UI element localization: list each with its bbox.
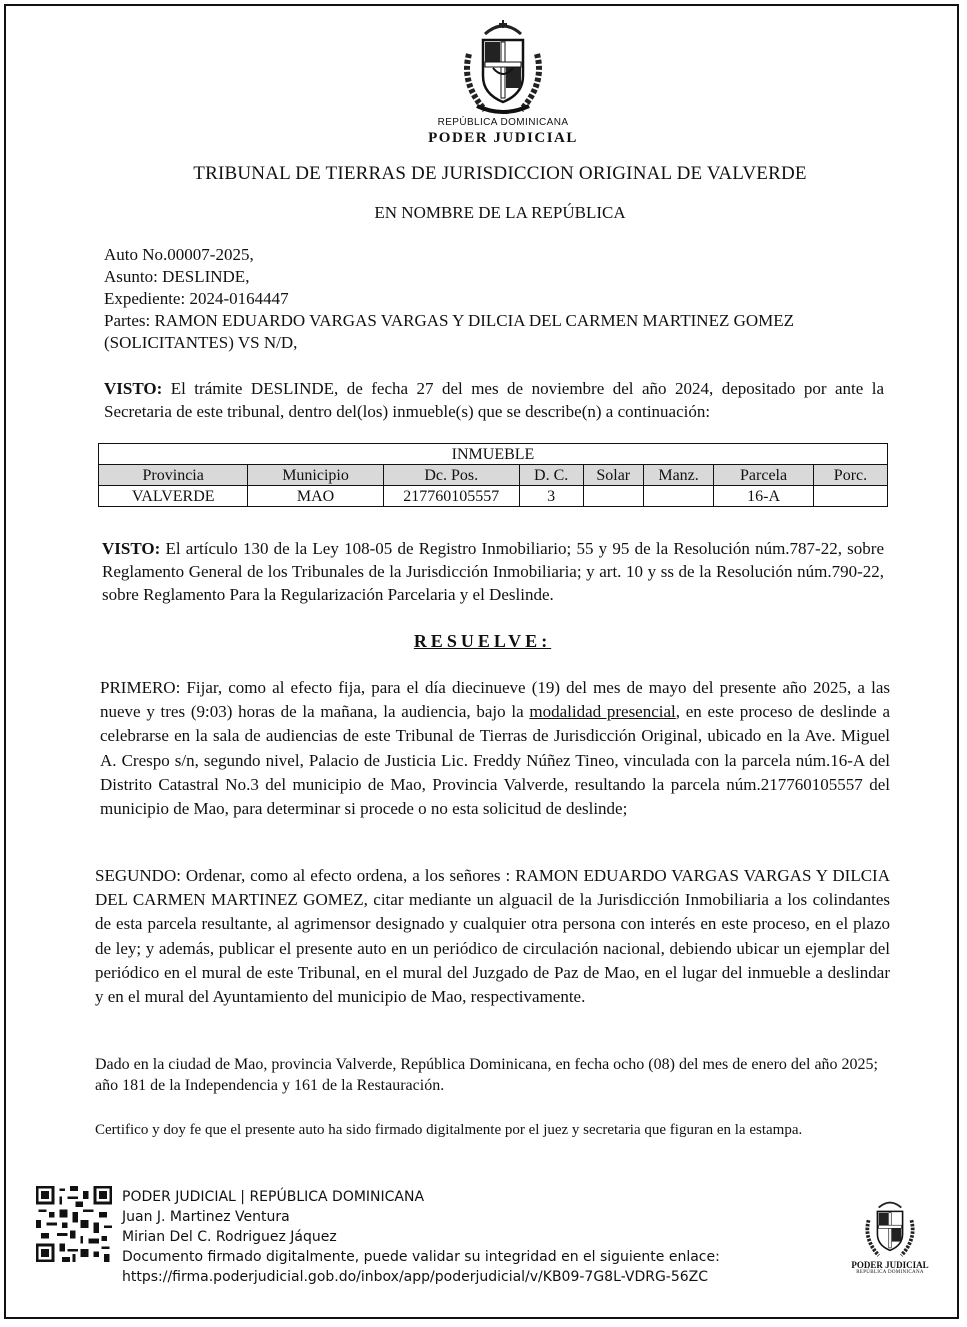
table-header: Solar (583, 465, 643, 486)
table-header: Parcela (714, 465, 814, 486)
visto-text: El trámite DESLINDE, de fecha 27 del mes de noviembre del año 2024, depositado por ante la Secretaria de este tribunal, dentro del(los) inmueble(s) que se describe(n) a continuación: (104, 379, 884, 421)
primero-text-start: PRIMERO: Fijar, como al efecto fija, para el día diecinueve (19) del mes de mayo del presente año 2025, a las nueve y tres (9:03) horas de la mañana, la audiencia, bajo la (100, 678, 890, 722)
table-title: INMUEBLE (99, 444, 888, 465)
visto-label: VISTO: (104, 379, 163, 398)
table-cell: 16-A (714, 486, 814, 507)
property-table (98, 443, 888, 507)
primero-text-end: , en este proceso de deslinde a celebrarse en la sala de audiencias de este Tribunal de Tierras de Jurisdicción Original, ubicado en la Ave. Miguel A. Crespo s/n, segundo nivel, Palacio de Justicia Lic. Freddy Núñez Tineo, vinculada con la parcela núm.16-A del Distrito Catastral No.3 del municipio de Mao, Provincia Valverde, resultando la parcela núm.217760105557 del municipio de Mao, para determinar si procede o no esta solicitud de deslinde; (100, 702, 890, 819)
table-cell: MAO (248, 486, 383, 507)
table-cell: 217760105557 (383, 486, 519, 507)
table-header: Porc. (813, 465, 887, 486)
table-cell (643, 486, 713, 507)
visto-paragraph-2 (102, 537, 884, 606)
certifico-paragraph: Certifico y doy fe que el presente auto ha sido firmado digitalmente por el juez y secretaria que figuran en la estampa. (95, 1122, 803, 1138)
partes: Partes: RAMON EDUARDO VARGAS VARGAS Y DILCIA DEL CARMEN MARTINEZ GOMEZ (SOLICITANTES) VS N/D, (104, 311, 795, 352)
table-cell (583, 486, 643, 507)
case-info (104, 244, 904, 354)
table-cell: 3 (519, 486, 583, 507)
signer-secretary: Mirian Del C. Rodriguez Jáquez (122, 1229, 337, 1245)
footer-logo-sub: REPÚBLICA DOMINICANA (856, 1270, 924, 1275)
table-header-row (99, 465, 888, 486)
primero-paragraph (100, 676, 890, 821)
table-cell: VALVERDE (99, 486, 248, 507)
expediente: Expediente: 2024-0164447 (104, 289, 289, 308)
footer-coat-of-arms-icon (858, 1195, 922, 1263)
modalidad-underlined: modalidad presencial (529, 702, 676, 722)
verification-link[interactable]: https://firma.poderjudicial.gob.do/inbox/app/poderjudicial/v/KB09-7G8L-VDRG-56ZC (122, 1269, 709, 1285)
qr-code-icon (36, 1186, 112, 1262)
table-header: Manz. (643, 465, 713, 486)
dado-paragraph: Dado en la ciudad de Mao, provincia Valverde, República Dominicana, en fecha ocho (08) del mes de enero del año 2025; año 181 de la Independencia y 161 de la Restauración. (95, 1056, 878, 1094)
table-header: Municipio (248, 465, 383, 486)
table-header: Dc. Pos. (383, 465, 519, 486)
table-cell (813, 486, 887, 507)
signature-notice: Documento firmado digitalmente, puede validar su integridad en el siguiente enlace: (122, 1249, 720, 1265)
republic-label: REPÚBLICA DOMINICANA (437, 117, 569, 128)
in-name-heading: EN NOMBRE DE LA REPÚBLICA (374, 203, 626, 222)
signer-judge: Juan J. Martinez Ventura (122, 1209, 290, 1225)
coat-of-arms-icon (455, 14, 551, 122)
resuelve-heading: RESUELVE: (413, 631, 552, 651)
signature-header: PODER JUDICIAL | REPÚBLICA DOMINICANA (122, 1189, 425, 1205)
judicial-label: PODER JUDICIAL (428, 130, 578, 146)
footer-logo-name: PODER JUDICIAL (851, 1260, 929, 1270)
auto-number: Auto No.00007-2025, (104, 245, 254, 264)
asunto: Asunto: DESLINDE, (104, 267, 250, 286)
table-header: Provincia (99, 465, 248, 486)
visto-label: VISTO: (102, 539, 161, 558)
visto-paragraph-1 (104, 377, 884, 423)
court-title: TRIBUNAL DE TIERRAS DE JURISDICCION ORIGINAL DE VALVERDE (193, 163, 807, 184)
table-header: D. C. (519, 465, 583, 486)
segundo-paragraph: SEGUNDO: Ordenar, como al efecto ordena, a los señores : RAMON EDUARDO VARGAS VARGAS Y DILCIA DEL CARMEN MARTINEZ GOMEZ, citar mediante un alguacil de la Jurisdicción Inmobiliaria a los colindantes de esta parcela resultante, al agrimensor designado y cualquier otra persona con interés en este proceso, en el plazo de ley; y además, publicar el presente auto en un periódico de circulación nacional, debiendo ubicar un ejemplar del periódico en el mural de este Tribunal, en el mural del Juzgado de Paz de Mao, en el lugar del inmueble a deslindar y en el mural del Ayuntamiento del municipio de Mao, respectivamente. (95, 866, 890, 1007)
visto-text: El artículo 130 de la Ley 108-05 de Registro Inmobiliario; 55 y 95 de la Resolución núm.787-22, sobre Reglamento General de los Tribunales de la Jurisdicción Inmobiliaria; y art. 10 y ss de la Resolución núm.790-22, sobre Reglamento Para la Regularización Parcelaria y el Deslinde. (102, 539, 884, 604)
digital-signature-block (122, 1187, 842, 1287)
table-row (99, 486, 888, 507)
